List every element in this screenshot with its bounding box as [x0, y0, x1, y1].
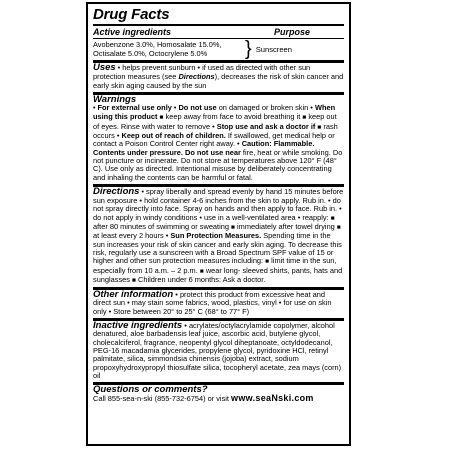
- keep-out-of-reach-label: Keep out of reach of children.: [121, 131, 226, 141]
- sun-protection-label: Sun Protection Measures.: [170, 231, 262, 241]
- drug-facts-panel: [86, 2, 351, 446]
- directions-heading: Directions: [93, 185, 140, 197]
- purpose-value: Sunscreen: [255, 44, 292, 54]
- warnings-section: Warnings • For external use only • Do not use on damaged or broken skin • When using this product ■ keep away from face to avoid breathing it ■ keep out of eyes. Rinse with water to remove • Stop use and ask a doctor if ■ rash occurs • Keep out of reach of children. If swallowed, get medical help or contact a Poison Control Center right away. • Caution: Flammable. Contents under pressure. Do not use near fire, heat or while smoking. Do not puncture or incinerate. Do not store at temperatures above 120° F (48° C). Use only as directed. Intentional misuse by deliberately concentrating and inhaling the contents can be harmful or fatal.: [93, 95, 344, 187]
- uses-text-2: ), decreases the risk of skin cancer and early skin aging caused by the sun: [93, 72, 344, 90]
- active-ingredients-row: [93, 40, 344, 58]
- directions-text-8: Children under 6 months: Ask a doctor.: [138, 274, 266, 284]
- directions-text-6: limit time in the sun, especially from 10 a.m. – 2 p.m.: [93, 256, 337, 275]
- when-using-text-1: keep away from face to avoid breathing it: [165, 112, 301, 122]
- external-use-text: For external use only: [97, 103, 172, 113]
- purpose-heading: Purpose: [273, 27, 310, 37]
- directions-text-7: wear long- sleeved shirts, pants, hats and sunglasses: [93, 265, 343, 284]
- warnings-heading: Warnings: [93, 93, 137, 105]
- questions-call-text: Call 855-sea-n-ski (855-732-6754) or visit: [93, 394, 229, 404]
- questions-heading: Questions or comments?: [93, 384, 208, 396]
- keep-out-of-reach-text: If swallowed, get medical help or contact a Poison Control Center right away. •: [93, 131, 335, 149]
- active-ingredients-section: [93, 26, 344, 63]
- when-using-label: When using this product: [93, 103, 336, 122]
- stop-use-label: Stop use and ask a doctor if: [216, 121, 316, 131]
- inactive-ingredients-text: • acrylates/octylacrylamide copolymer, alcohol denatured, aloe barbadensis leaf juice, ascorbic acid, butylene glycol, cholecalciferol, fragrance, neopentyl glycol diheptanoate, octyldodecanol, PEG-16 macadamia glycerides, propylene glycol, pyridoxine HCl, retinyl palmitate, silica, simmondsia chinensis (jojoba) extract, sodium propoxyhydroxypropyl thiosulfate silica, tocopheryl acetate, zea mays (corn) oil: [93, 321, 342, 380]
- uses-section: Uses • helps prevent sunburn • if used as directed with other sun protection measures (see Directions), decreases the risk of skin cancer and early skin aging caused by the sun: [93, 63, 344, 95]
- inactive-ingredients-section: [93, 321, 344, 385]
- other-information-heading: Other information: [93, 289, 174, 301]
- uses-text: helps prevent sunburn • if used as directed with other sun protection measures (see: [93, 63, 311, 82]
- uses-directions-ref: Directions: [178, 72, 215, 82]
- active-ingredients-line-1: Avobenzone 3.0%, Homosalate 15.0%,: [93, 40, 222, 49]
- directions-text-5: Spending time in the sun increases your risk of skin cancer and early skin aging. To decrease this risk, regularly use a sunscreen with a Broad Spectrum SPF value of 15 or higher and other sun protection measures including:: [93, 231, 342, 266]
- other-information-section: [93, 290, 344, 321]
- active-ingredients-line-2: Octisalate 5.0%, Octocrylene 5.0%: [93, 49, 208, 58]
- active-ingredients-header-row: [93, 27, 344, 39]
- do-not-use-text: on damaged or broken skin •: [218, 103, 313, 113]
- caution-text: fire, heat or while smoking. Do not puncture or incinerate. Do not store at temperatures above 120° F (48° C). Use only as directed. Intentional misuse by deliberately concentrating and inhaling the contents can be harmful or fatal.: [93, 147, 343, 182]
- do-not-use-label: Do not use: [178, 103, 217, 113]
- questions-section: [93, 385, 344, 406]
- website-link[interactable]: www.seaNski.com: [231, 393, 314, 404]
- uses-heading: Uses: [93, 62, 116, 73]
- when-using-text-2: keep out of eyes. Rinse with water to remove •: [93, 112, 337, 131]
- directions-section: Directions • spray liberally and spread evenly by hand 15 minutes before sun exposure • hold container 4-6 inches from the skin to apply. Rub in. • do not spray directly into face. Spray on hands and then apply to face. Rub in. • do not apply in windy conditions • use in a well-ventilated area • reapply: ■ after 80 minutes of swimming or sweating ■ immediately after towel drying ■ at least every 2 hours • Sun Protection Measures. Spending time in the sun increases your risk of skin cancer and early skin aging. To decrease this risk, regularly use a sunscreen with a Broad Spectrum SPF value of 15 or higher and other sun protection measures including: ■ limit time in the sun, especially from 10 a.m. – 2 p.m. ■ wear long- sleeved shirts, pants, hats and sunglasses ■ Children under 6 months: Ask a doctor.: [93, 187, 344, 290]
- active-ingredients-list: [93, 40, 241, 58]
- caution-label-2: Do not use near: [185, 147, 241, 157]
- directions-text-3: immediately after towel drying: [237, 222, 335, 232]
- directions-text-4: at least every 2 hours •: [93, 231, 169, 241]
- other-information-text: • protect this product from excessive heat and direct sun • may stain some fabrics, wood, plastics, vinyl • for use on skin only • Store between 20° to 25° C (68° to 77° F): [93, 290, 332, 316]
- caution-label: Caution: Flammable. Contents under pressure.: [93, 139, 315, 157]
- inactive-ingredients-heading: Inactive ingredients: [93, 320, 183, 332]
- stop-use-text: rash occurs •: [93, 121, 338, 141]
- directions-text-1: spray liberally and spread evenly by hand 15 minutes before sun exposure • hold container 4-6 inches from the skin to apply. Rub in. • do not spray directly into face. Spray on hands and then apply to face. Rub in. • do not apply in windy conditions • use in a well-ventilated area • reapply:: [93, 186, 344, 222]
- active-ingredients-heading: Active ingredients: [93, 27, 172, 37]
- directions-text-2: after 80 minutes of swimming or sweating: [93, 222, 229, 232]
- drug-facts-title: Drug Facts: [93, 4, 344, 26]
- brace-symbol: }: [245, 38, 252, 60]
